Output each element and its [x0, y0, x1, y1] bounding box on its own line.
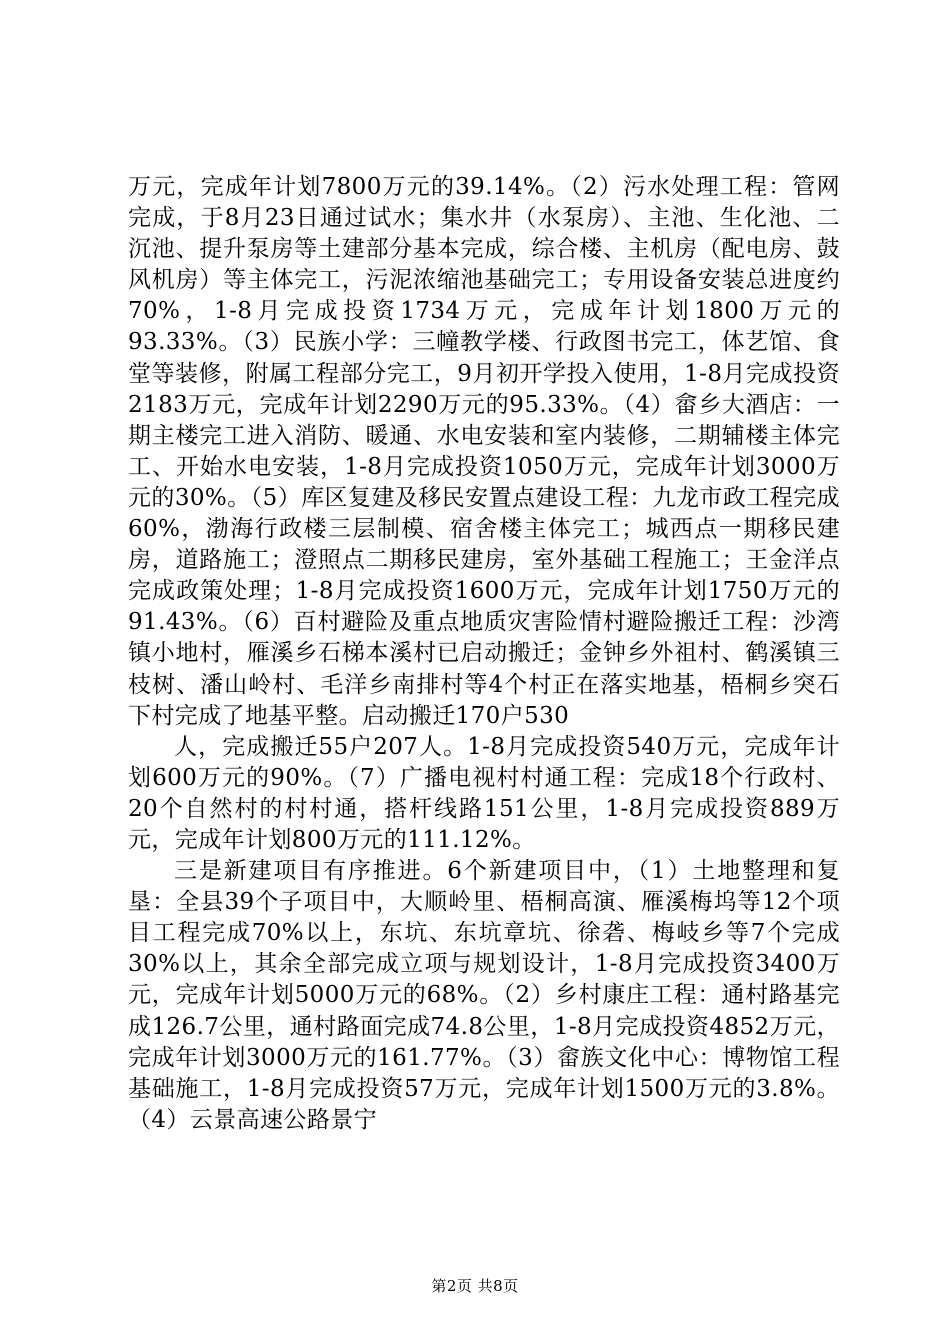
document-body	[128, 172, 840, 1136]
paragraph-relocation-broadcast: 人，完成搬迁55户207人。1-8月完成投资540万元，完成年计划600万元的90%。（7）广播电视村村通工程：完成18个行政村、20个自然村的村村通，搭杆线路151公里，1-8月完成投资889万元，完成年计划800万元的111.12%。	[128, 733, 840, 853]
page-footer: 第2页 共8页	[431, 1277, 519, 1295]
paragraph-projects-continued: 万元，完成年计划7800万元的39.14%。（2）污水处理工程：管网完成，于8月23日通过试水；集水井（水泵房）、主池、生化池、二沉池、提升泵房等土建部分基本完成，综合楼、主机房（配电房、鼓风机房）等主体完工，污泥浓缩池基础完工；专用设备安装总进度约70%，1-8月完成投资1734万元，完成年计划1800万元的93.33%。（3）民族小学：三幢教学楼、行政图书完工，体艺馆、食堂等装修，附属工程部分完工，9月初开学投入使用，1-8月完成投资2183万元，完成年计划2290万元的95.33%。（4）畲乡大酒店：一期主楼完工进入消防、暖通、水电安装和室内装修，二期辅楼主体完工、开始水电安装，1-8月完成投资1050万元，完成年计划3000万元的30%。（5）库区复建及移民安置点建设工程：九龙市政工程完成60%，渤海行政楼三层制模、宿舍楼主体完工；城西点一期移民建房，道路施工；澄照点二期移民建房，室外基础工程施工；王金洋点完成政策处理；1-8月完成投资1600万元，完成年计划1750万元的91.43%。（6）百村避险及重点地质灾害险情村避险搬迁工程：沙湾镇小地村，雁溪乡石梯本溪村已启动搬迁；金钟乡外祖村、鹤溪镇三枝树、潘山岭村、毛洋乡南排村等4个村正在落实地基，梧桐乡突石下村完成了地基平整。启动搬迁170户530	[128, 174, 840, 729]
paragraph-new-projects: 三是新建项目有序推进。6个新建项目中，（1）土地整理和复垦：全县39个子项目中，大顺岭里、梧桐高演、雁溪梅坞等12个项目工程完成70%以上，东坑、东坑章坑、徐砻、梅岐乡等7个完成30%以上，其余全部完成立项与规划设计，1-8月完成投资3400万元，完成年计划5000万元的68%。（2）乡村康庄工程：通村路基完成126.7公里，通村路面完成74.8公里，1-8月完成投资4852万元，完成年计划3000万元的161.77%。（3）畲族文化中心：博物馆工程基础施工，1-8月完成投资57万元，完成年计划1500万元的3.8%。（4）云景高速公路景宁	[128, 858, 840, 1133]
